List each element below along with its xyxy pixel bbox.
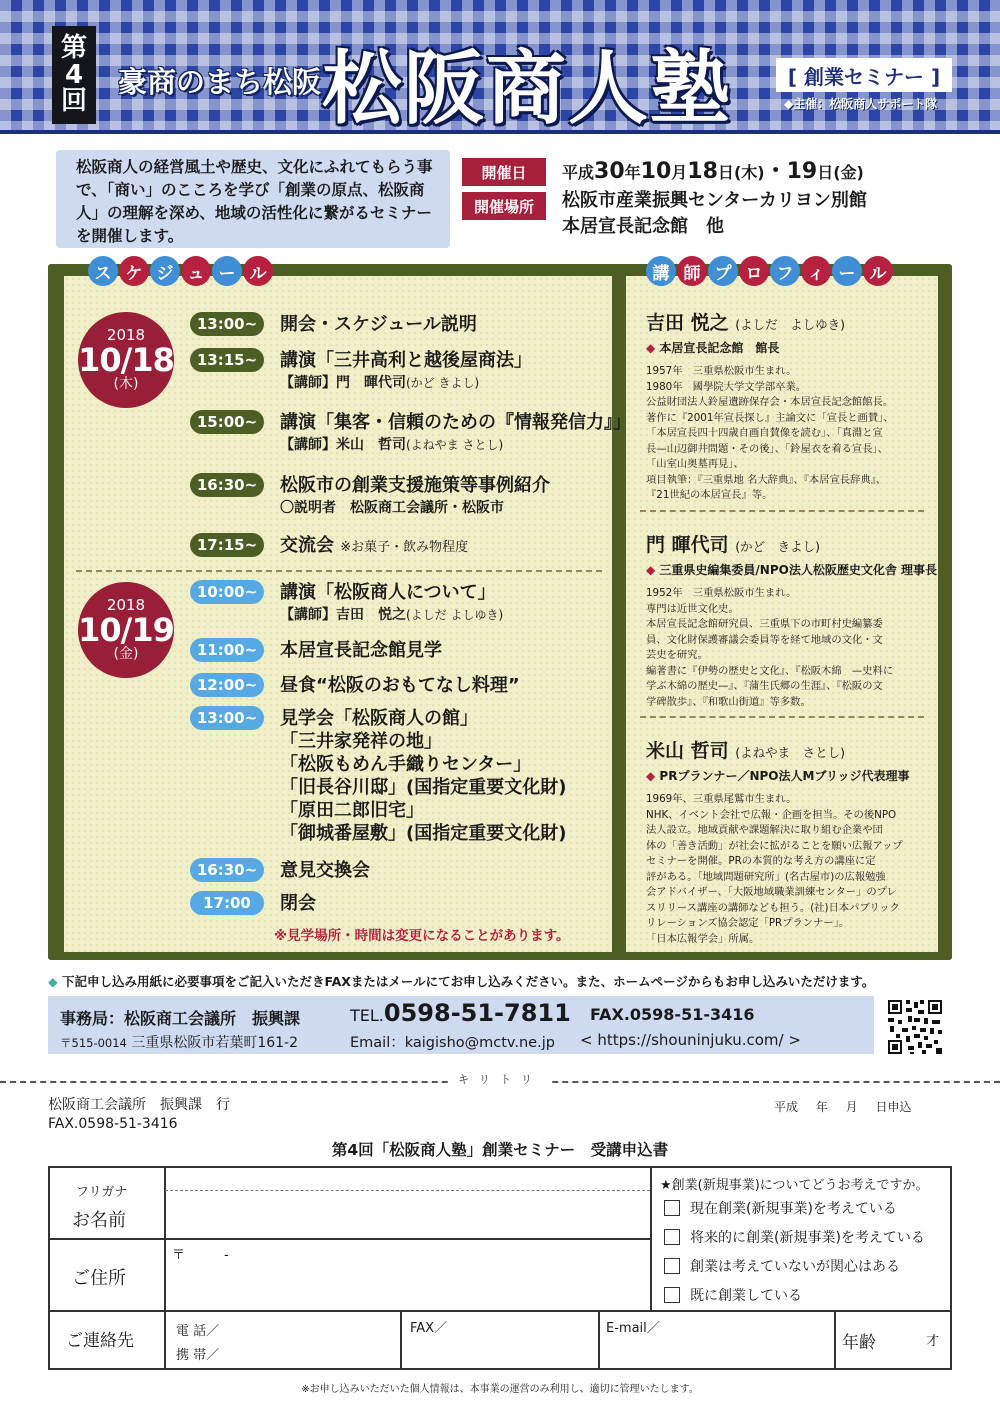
address-label: ご住所 bbox=[72, 1268, 126, 1289]
heading-char: ス bbox=[88, 256, 118, 286]
bio-line: 法人設立。地域貢献や課題解決に取り組む企業や団 bbox=[646, 824, 883, 836]
date-day1-unit: 日 bbox=[717, 163, 734, 182]
profile-divider bbox=[640, 716, 924, 718]
option-future-startup[interactable] bbox=[664, 1227, 925, 1247]
edition-badge bbox=[52, 26, 96, 124]
mobile-input[interactable]: 携 帯／ bbox=[176, 1348, 220, 1363]
tour-stop: 「原田二郎旧宅」 bbox=[280, 800, 424, 821]
name-label: お名前 bbox=[72, 1210, 126, 1231]
venue-line: 本居宣長記念館 他 bbox=[562, 216, 724, 237]
event-dates bbox=[562, 154, 864, 185]
edition-prefix: 第 bbox=[60, 33, 87, 64]
heading-char: ル bbox=[863, 256, 893, 286]
date-day2: 19 bbox=[786, 159, 818, 184]
bio-line: 会アドバイザー、「大阪地域職業訓練センター」のプレ bbox=[646, 886, 897, 898]
address-input[interactable]: 〒 - bbox=[172, 1248, 229, 1263]
form-grid-line bbox=[400, 1311, 402, 1369]
event-title: 講演「松阪商人について」 bbox=[280, 582, 496, 603]
speaker-kana: (かど きよし) bbox=[735, 539, 821, 554]
time-badge: 13:00~ bbox=[190, 706, 264, 730]
date-label: 開催日 bbox=[462, 158, 546, 186]
event-title: 講演「三井高利と越後屋商法」 bbox=[280, 350, 532, 371]
contact-label: ご連絡先 bbox=[66, 1331, 134, 1351]
apply-instructions-text: 下記申し込み用紙に必要事項をご記入いただきFAXまたはメールにてお申し込みください。また、ホームページからもお申し込みいただけます。 bbox=[61, 974, 875, 989]
cut-label: キリトリ bbox=[450, 1071, 550, 1087]
day1-weekday: (木) bbox=[113, 376, 139, 393]
bio-line: 著作に『2001年宣長探し』主論文に「宣長と画賛」、 bbox=[646, 411, 894, 424]
heading-char: プ bbox=[708, 256, 738, 286]
privacy-note: ※お申し込みいただいた個人情報は、本事業の運営のみ利用し、適切に管理いたします。 bbox=[301, 1384, 699, 1395]
day2-year: 2018 bbox=[106, 595, 146, 614]
checkbox[interactable] bbox=[664, 1200, 680, 1216]
tel-prefix: TEL. bbox=[350, 1006, 384, 1025]
day2-date-badge bbox=[78, 582, 174, 678]
date-month-unit: 月 bbox=[671, 163, 688, 182]
speaker-role bbox=[646, 561, 938, 578]
schedule-change-note: ※見学場所・時間は変更になることがあります。 bbox=[274, 928, 570, 944]
organizer-label: ◆主催：松阪商人サポート隊 bbox=[784, 97, 938, 111]
diamond-icon: ◆ bbox=[646, 341, 656, 355]
age-unit: 才 bbox=[926, 1334, 940, 1349]
bio-line: NHK、イベント会社で広報・企画を担当。その後NPO bbox=[646, 808, 897, 821]
bio-line: 体の「善き活動」が社会に拡がることを願い広報アップ bbox=[646, 839, 903, 852]
speaker-name bbox=[646, 308, 926, 335]
date-day1: 18 bbox=[687, 159, 718, 184]
bio-line: 長—山辺御井問題・その後」、「鈴屋衣を着る宣長」、 bbox=[646, 442, 888, 455]
event-speaker bbox=[280, 604, 503, 624]
bio-line: 編著書に『伊勢の歴史と文化』、『松阪木綿 —史料に bbox=[646, 664, 894, 677]
event-venue bbox=[562, 188, 867, 240]
form-grid-line bbox=[650, 1167, 652, 1311]
bio-line: 「日本広報学会」所属。 bbox=[646, 932, 760, 945]
time-badge: 17:00 bbox=[190, 891, 264, 915]
event-speaker bbox=[280, 434, 503, 454]
bio-line: 専門は近世文化史。 bbox=[646, 602, 739, 615]
email-input[interactable]: E-mail／ bbox=[606, 1321, 660, 1336]
form-title: 第4回「松阪商人塾」創業セミナー 受講申込書 bbox=[331, 1141, 669, 1159]
speaker-kana: (よしだ よしゆき) bbox=[735, 317, 846, 332]
speaker-kana: (よねやま さとし) bbox=[735, 745, 846, 760]
header-tagline: 豪商のまち松阪 bbox=[118, 65, 322, 99]
date-weekday2: (金) bbox=[833, 163, 864, 182]
speaker-profile bbox=[646, 308, 926, 504]
header-banner bbox=[0, 0, 1000, 134]
time-badge: 13:00~ bbox=[190, 312, 264, 336]
office-address bbox=[60, 1032, 298, 1052]
age-label: 年齢 bbox=[842, 1333, 876, 1353]
event-title: 松阪市の創業支援施策等事例紹介 bbox=[280, 475, 550, 496]
time-badge: 16:30~ bbox=[190, 473, 264, 497]
profile-divider bbox=[640, 510, 924, 512]
bio-line: スリリース講座の講師なども担う。(社)日本パブリック bbox=[646, 901, 900, 914]
event-title: 開会・スケジュール説明 bbox=[280, 314, 477, 335]
time-badge: 13:15~ bbox=[190, 348, 264, 372]
option-interested[interactable] bbox=[664, 1256, 900, 1276]
schedule-heading bbox=[88, 256, 273, 286]
date-year-unit: 年 bbox=[624, 163, 641, 182]
qr-code-icon[interactable] bbox=[886, 998, 944, 1056]
bio-line: 「本居宣長四十四歳自画自賛像を読む」、「真淵と宣 bbox=[646, 427, 883, 439]
bio-line: 学ぶ木綿の歴史—』、『蒲生氏郷の生涯』、『松阪の文 bbox=[646, 680, 883, 692]
day1-date: 10/18 bbox=[78, 340, 174, 379]
speaker-name-text: 吉田 悦之 bbox=[646, 312, 729, 334]
office-zip: 〒515-0014 bbox=[60, 1036, 127, 1050]
bio-line: 公益財団法人鈴屋遺跡保存会・本居宣長記念館館長。 bbox=[646, 396, 894, 408]
day-divider bbox=[76, 570, 602, 572]
time-badge: 16:30~ bbox=[190, 858, 264, 882]
office-name: 事務局：松阪商工会議所 振興課 bbox=[60, 1009, 301, 1028]
heading-char: フ bbox=[770, 256, 800, 286]
bio-line: 学碑散歩』、『和歌山街道』等多数。 bbox=[646, 695, 811, 708]
event-title-text: 交流会 bbox=[280, 535, 334, 556]
office-fax: FAX.0598-51-3416 bbox=[590, 1005, 755, 1024]
furigana-input[interactable] bbox=[166, 1168, 650, 1190]
tel-number: 0598-51-7811 bbox=[383, 999, 571, 1027]
date-weekday1: (木) bbox=[733, 163, 765, 182]
time-badge: 15:00~ bbox=[190, 410, 264, 434]
bio-line: 1952年 三重県松阪市生まれ。 bbox=[646, 587, 797, 599]
heading-char: 師 bbox=[677, 256, 707, 286]
tour-stop: 「旧長谷川邸」(国指定重要文化財) bbox=[280, 777, 567, 798]
speaker-kana: (かど きよし) bbox=[406, 376, 480, 390]
heading-char: 講 bbox=[646, 256, 676, 286]
checkbox[interactable] bbox=[664, 1287, 680, 1303]
day2-weekday: (金) bbox=[113, 646, 139, 663]
bio-line: 1969年、三重県尾鷲市生まれ。 bbox=[646, 793, 797, 805]
speaker-kana: (よしだ よしゆき) bbox=[406, 608, 504, 622]
profile-heading bbox=[646, 256, 893, 286]
fax-input[interactable]: FAX／ bbox=[410, 1321, 448, 1336]
speaker-role-text: 本居宣長記念館 館長 bbox=[659, 341, 780, 355]
option-label: 将来的に創業(新規事業)を考えている bbox=[690, 1230, 925, 1246]
office-address-text: 三重県松阪市若葉町161-2 bbox=[131, 1035, 299, 1051]
bio-line: 芸史を研究。 bbox=[646, 649, 708, 661]
speaker-name-text: 門 暉代司 bbox=[646, 534, 729, 556]
form-grid-line bbox=[834, 1311, 836, 1369]
checkbox[interactable] bbox=[664, 1258, 680, 1274]
venue-line: 松阪市産業振興センターカリヨン別館 bbox=[562, 190, 867, 211]
speaker-name: 【講師】米山 哲司 bbox=[280, 437, 406, 453]
bio-line: 1957年 三重県松阪市生まれ。 bbox=[646, 365, 797, 377]
speaker-name: 【講師】門 暉代司 bbox=[280, 375, 406, 391]
event-speaker bbox=[280, 372, 479, 392]
date-month: 10 bbox=[640, 159, 672, 184]
option-label: 創業は考えていないが関心はある bbox=[690, 1259, 900, 1275]
speaker-profile bbox=[646, 736, 926, 947]
speaker-role-text: PRプランナー／NPO法人Mブリッジ代表理事 bbox=[659, 769, 910, 783]
checkbox[interactable] bbox=[664, 1229, 680, 1245]
speaker-bio bbox=[646, 586, 926, 710]
event-title: 意見交換会 bbox=[280, 860, 370, 881]
diamond-icon: ◆ bbox=[48, 974, 58, 989]
speaker-bio bbox=[646, 364, 926, 504]
speaker-role bbox=[646, 767, 926, 784]
time-badge: 10:00~ bbox=[190, 580, 264, 604]
day1-date-badge bbox=[78, 312, 174, 408]
event-title bbox=[280, 531, 468, 557]
bio-line: セミナーを開催。PRの本質的な考え方の講座に定 bbox=[646, 855, 876, 867]
bio-line: 『21世紀の本居宣長』等。 bbox=[646, 489, 773, 501]
venue-label: 開催場所 bbox=[462, 192, 546, 220]
edition-suffix: 回 bbox=[60, 86, 87, 117]
event-title: 講演「集客・信頼のための『情報発信力』」 bbox=[280, 412, 631, 433]
bio-line: 員、文化財保護審議会委員等を経て地域の文化・文 bbox=[646, 633, 883, 646]
name-input[interactable] bbox=[166, 1192, 650, 1237]
heading-char: ジ bbox=[150, 256, 180, 286]
option-label: 現在創業(新規事業)を考えている bbox=[690, 1201, 897, 1217]
apply-instructions bbox=[48, 972, 874, 990]
startup-question: ★創業(新規事業)についてどうお考えですか。 bbox=[660, 1178, 929, 1193]
speaker-name bbox=[646, 530, 926, 557]
speaker-role-text: 三重県史編集委員/NPO法人松阪歴史文化舎 理事長 bbox=[659, 563, 938, 577]
speaker-name-text: 米山 哲司 bbox=[646, 740, 729, 762]
date-separator: ・ bbox=[764, 159, 787, 184]
speaker-kana: (よねやま さとし) bbox=[406, 438, 504, 452]
diamond-icon: ◆ bbox=[646, 769, 656, 783]
tour-stop: 「松阪もめん手織りセンター」 bbox=[280, 754, 532, 775]
date-era: 平成 bbox=[562, 163, 595, 182]
event-title: 本居宣長記念館見学 bbox=[280, 640, 442, 661]
heading-char: ュ bbox=[181, 256, 211, 286]
event-title: 見学会「松阪商人の館」 bbox=[280, 708, 478, 729]
diamond-icon: ◆ bbox=[646, 563, 656, 577]
event-presenter: 〇説明者 松阪商工会議所・松阪市 bbox=[280, 500, 504, 516]
heading-char: ケ bbox=[119, 256, 149, 286]
date-day2-unit: 日 bbox=[817, 163, 834, 182]
seminar-label: [ 創業セミナー ] bbox=[776, 58, 952, 92]
bio-line: 本居宣長記念館研究員、三重県下の市町村史編纂委 bbox=[646, 618, 883, 630]
recipient-line: FAX.0598-51-3416 bbox=[48, 1116, 178, 1132]
date-year: 30 bbox=[594, 159, 625, 184]
heading-char: ル bbox=[243, 256, 273, 286]
heading-char: ー bbox=[832, 256, 862, 286]
day2-date: 10/19 bbox=[78, 610, 174, 649]
form-recipient bbox=[48, 1096, 230, 1134]
event-title: 閉会 bbox=[280, 893, 316, 914]
form-grid-line bbox=[164, 1311, 166, 1369]
bio-line: 評がある。「地域問題研究所」(名古屋市)の広報勉強 bbox=[646, 870, 886, 883]
option-label: 既に創業している bbox=[690, 1288, 802, 1304]
recipient-line: 松阪商工会議所 振興課 行 bbox=[48, 1097, 230, 1113]
speaker-name bbox=[646, 736, 926, 763]
time-badge: 11:00~ bbox=[190, 638, 264, 662]
heading-char: ィ bbox=[801, 256, 831, 286]
bio-line: 1980年 國學院大学文学部卒業。 bbox=[646, 380, 807, 393]
option-current-startup[interactable] bbox=[664, 1198, 897, 1218]
form-grid-line bbox=[49, 1238, 650, 1240]
event-note: ※お菓子・飲み物程度 bbox=[340, 540, 469, 555]
phone-input[interactable]: 電 話／ bbox=[176, 1324, 220, 1339]
speaker-bio bbox=[646, 792, 926, 947]
form-date-line: 平成 年 月 日申込 bbox=[774, 1100, 912, 1114]
day1-year: 2018 bbox=[106, 325, 146, 344]
form-grid-line bbox=[598, 1311, 600, 1369]
bio-line: 「山室山奥墓再見」、 bbox=[646, 458, 744, 470]
office-website-link[interactable]: < https://shouninjuku.com/ > bbox=[580, 1031, 801, 1049]
speaker-name: 【講師】吉田 悦之 bbox=[280, 607, 406, 623]
office-phone bbox=[350, 999, 571, 1027]
form-grid-line bbox=[49, 1310, 951, 1312]
tour-stop: 「三井家発祥の地」 bbox=[280, 731, 442, 752]
office-email-link[interactable]: Email：kaigisho@mctv.ne.jp bbox=[350, 1035, 555, 1051]
time-badge: 12:00~ bbox=[190, 673, 264, 697]
option-already-started[interactable] bbox=[664, 1285, 802, 1305]
heading-char: ロ bbox=[739, 256, 769, 286]
page-title: 松阪商人塾 bbox=[322, 41, 732, 135]
furigana-label: フリガナ bbox=[76, 1185, 128, 1200]
tour-stop: 「御城番屋敷」(国指定重要文化財) bbox=[280, 823, 567, 844]
event-title: 昼食“松阪のおもてなし料理” bbox=[280, 675, 520, 696]
bio-line: リレーションズ協会認定「PRプランナー」。 bbox=[646, 917, 850, 929]
furigana-divider bbox=[165, 1190, 650, 1191]
edition-number: 4 bbox=[64, 59, 84, 90]
bio-line: 項目執筆：『三重県地 名大辞典』、『本居宣長辞典』、 bbox=[646, 473, 887, 486]
time-badge: 17:15~ bbox=[190, 533, 264, 557]
intro-text: 松阪商人の経営風土や歴史、文化にふれてもらう事で、「商い」のこころを学び「創業の原点、松阪商人」の理解を深め、地域の活性化に繋がるセミナーを開催します。 bbox=[56, 150, 450, 248]
heading-char: ー bbox=[212, 256, 242, 286]
speaker-profile bbox=[646, 530, 938, 710]
speaker-role bbox=[646, 339, 926, 356]
